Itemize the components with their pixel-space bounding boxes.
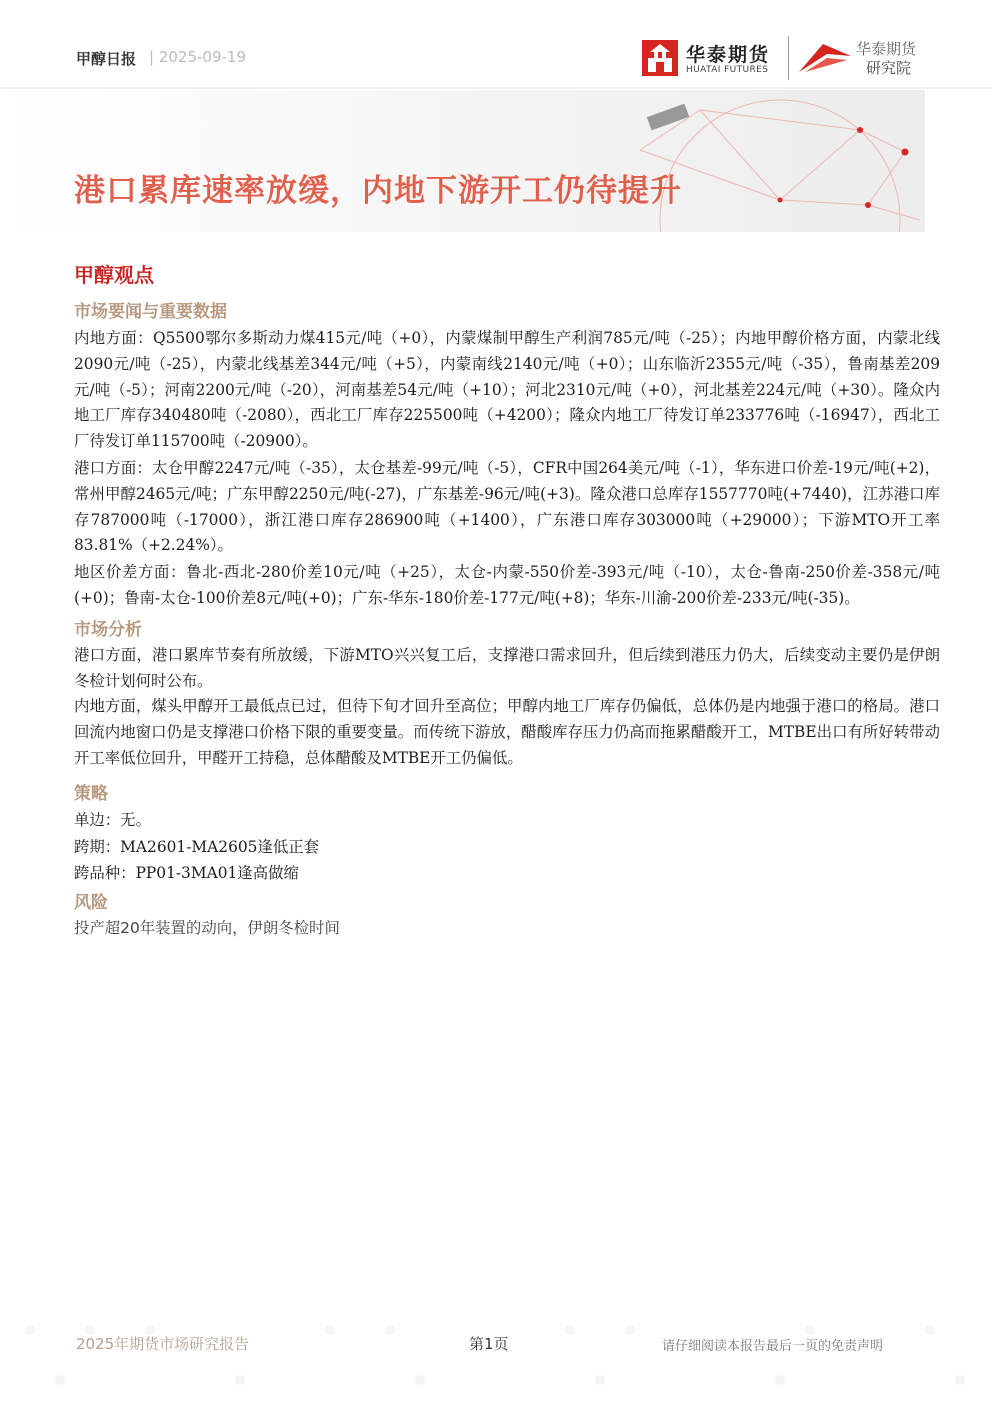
report-date: | 2025-09-19 <box>149 48 246 66</box>
risk-heading: 风险 <box>74 893 108 913</box>
institute-logo-icon <box>797 38 853 76</box>
strategy-heading: 策略 <box>74 784 108 804</box>
footer-disclaimer: 请仔细阅读本报告最后一页的免责声明 <box>662 1339 884 1354</box>
brand-divider <box>788 36 789 80</box>
headline: 港口累库速率放缓，内地下游开工仍待提升 <box>74 173 682 209</box>
huatai-logo-icon <box>642 40 678 76</box>
section-title: 甲醇观点 <box>74 263 154 287</box>
institute-name-bottom: 研究院 <box>866 59 912 77</box>
news-inland-paragraph: 内地方面：Q5500鄂尔多斯动力煤415元/吨（+0），内蒙煤制甲醇生产利润785元/吨（-25）；内地甲醇价格方面，内蒙北线2090元/吨（-25），内蒙北线基差344元/吨（+5），内蒙南线2140元/吨（+0）；山东临沂2355元/吨（-35），鲁南基差209元/吨（-5）；河南2200元/吨（-20），河南基差54元/吨（+10）；河北2310元/吨（+0），河北基差224元/吨（+30）。隆众内地工厂库存340480吨（-2080），西北工厂库存225500吨（+4200）；隆众内地工厂待发订单233776吨（-16947），西北工厂待发订单115700吨（-20900）。 <box>74 329 940 451</box>
institute-name-top: 华泰期货 <box>856 40 917 58</box>
analysis-port-paragraph: 港口方面，港口累库节奏有所放缓，下游MTO兴兴复工后，支撑港口需求回升，但后续到港压力仍大，后续变动主要仍是伊朗冬检计划何时公布。 <box>74 646 940 690</box>
analysis-heading: 市场分析 <box>74 620 142 640</box>
headline-banner <box>0 90 992 232</box>
footer-report-name: 2025年期货市场研究报告 <box>76 1335 250 1353</box>
report-type: 甲醇日报 <box>76 50 137 68</box>
analysis-inland-paragraph: 内地方面，煤头甲醇开工最低点已过，但待下旬才回升至高位；甲醇内地工厂库存仍偏低，总体仍是内地强于港口的格局。港口回流内地窗口仍是支撑港口价格下限的重要变量。而传统下游放，醋酸库存压力仍高而拖累醋酸开工，MTBE出口有所好转带动开工率低位回升，甲醛开工持稳，总体醋酸及MTBE开工仍偏低。 <box>74 697 940 767</box>
strategy-spread: 跨期：MA2601-MA2605逢低正套 <box>74 838 320 856</box>
brand-name-cn: 华泰期货 <box>686 44 771 66</box>
news-spread-paragraph: 地区价差方面：鲁北-西北-280价差10元/吨（+25），太仓-内蒙-550价差-393元/吨（-10），太仓-鲁南-250价差-358元/吨(+0)；鲁南-太仓-100价差8元/吨(+0)；广东-华东-180价差-177元/吨(+8)；华东-川渝-200价差-233元/吨(-35)。 <box>74 563 940 607</box>
strategy-cross: 跨品种：PP01-3MA01逢高做缩 <box>74 864 299 882</box>
footer-page-number: 第1页 <box>469 1335 509 1353</box>
news-heading: 市场要闻与重要数据 <box>74 302 227 322</box>
risk-text: 投产超20年装置的动向，伊朗冬检时间 <box>74 919 340 937</box>
brand-name-en: HUATAI FUTURES <box>686 65 769 75</box>
strategy-single: 单边：无。 <box>74 811 151 829</box>
news-port-paragraph: 港口方面：太仓甲醇2247元/吨（-35），太仓基差-99元/吨（-5），CFR中国264美元/吨（-1），华东进口价差-19元/吨(+2)，常州甲醇2465元/吨；广东甲醇2250元/吨(-27)，广东基差-96元/吨(+3)。隆众港口总库存1557770吨(+7440)，江苏港口库存787000吨（-17000），浙江港口库存286900吨（+1400），广东港口库存303000吨（+29000）；下游MTO开工率83.81%（+2.24%）。 <box>74 459 940 555</box>
